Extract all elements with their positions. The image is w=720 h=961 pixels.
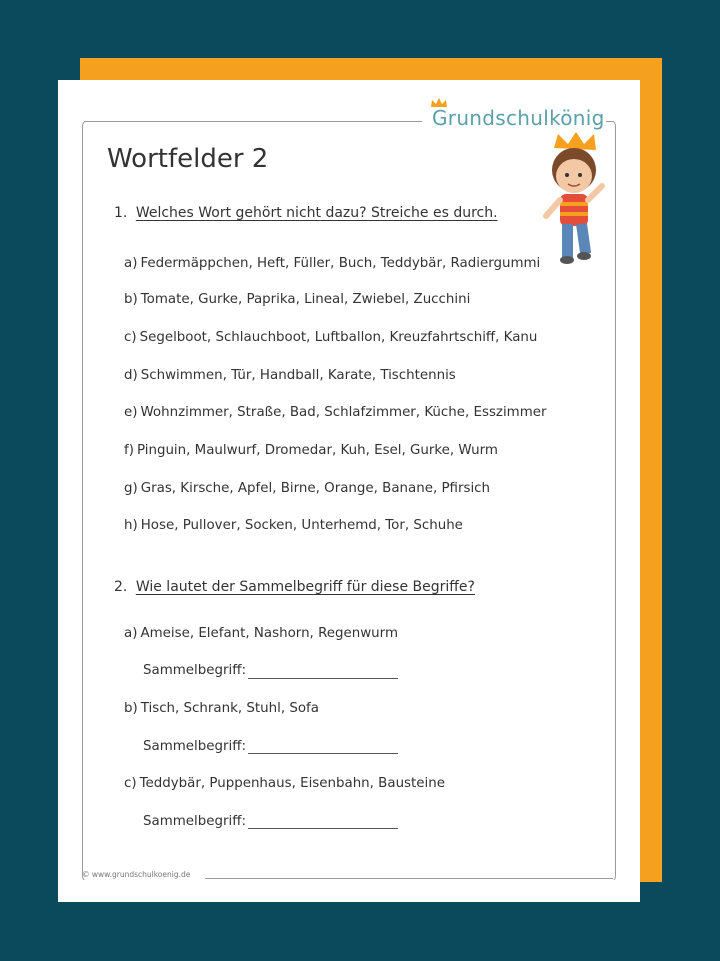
item-text: Gras, Kirsche, Apfel, Birne, Orange, Banane, Pfirsich bbox=[140, 481, 491, 496]
answer-line[interactable] bbox=[248, 678, 398, 679]
item-label: e) bbox=[124, 405, 138, 420]
item-text: Hose, Pullover, Socken, Unterhemd, Tor, Schuhe bbox=[140, 518, 463, 533]
item-label: b) bbox=[124, 292, 138, 307]
frame-top-line-right bbox=[606, 121, 614, 122]
list-item bbox=[124, 701, 319, 716]
list-item bbox=[124, 626, 398, 641]
boy-illustration-icon bbox=[540, 130, 612, 268]
item-text: Wohnzimmer, Straße, Bad, Schlafzimmer, Küche, Esszimmer bbox=[140, 405, 547, 420]
task-question: Wie lautet der Sammelbegriff für diese Begriffe? bbox=[135, 579, 475, 595]
item-label: c) bbox=[124, 776, 137, 791]
item-text: Teddybär, Puppenhaus, Eisenbahn, Bausteine bbox=[139, 776, 445, 791]
answer-line[interactable] bbox=[248, 828, 398, 829]
frame-top-line bbox=[84, 121, 422, 122]
item-label: f) bbox=[124, 443, 134, 458]
item-text: Federmäppchen, Heft, Füller, Buch, Teddybär, Radiergummi bbox=[140, 256, 541, 271]
list-item bbox=[124, 330, 537, 345]
brand-logo: Grundschulkönig bbox=[432, 106, 605, 130]
list-item bbox=[124, 256, 540, 271]
task-number: 2. bbox=[114, 579, 128, 595]
list-item bbox=[124, 443, 498, 458]
item-label: b) bbox=[124, 701, 138, 716]
item-text: Schwimmen, Tür, Handball, Karate, Tischtennis bbox=[140, 368, 456, 383]
list-item bbox=[124, 518, 463, 533]
list-item bbox=[124, 776, 445, 791]
item-text: Pinguin, Maulwurf, Dromedar, Kuh, Esel, Gurke, Wurm bbox=[136, 443, 498, 458]
task-number: 1. bbox=[114, 205, 128, 221]
item-label: a) bbox=[124, 626, 138, 641]
answer-line[interactable] bbox=[248, 753, 398, 754]
copyright-notice: © www.grundschulkoenig.de bbox=[82, 870, 191, 879]
item-text: Tomate, Gurke, Paprika, Lineal, Zwiebel, Zucchini bbox=[140, 292, 471, 307]
frame-bottom-line bbox=[205, 878, 613, 879]
sammelbegriff-label: Sammelbegriff: bbox=[143, 814, 246, 829]
item-text: Ameise, Elefant, Nashorn, Regenwurm bbox=[140, 626, 398, 641]
list-item bbox=[124, 405, 547, 420]
sammelbegriff-label: Sammelbegriff: bbox=[143, 739, 246, 754]
list-item bbox=[124, 292, 470, 307]
task-question: Welches Wort gehört nicht dazu? Streiche es durch. bbox=[135, 205, 498, 221]
item-label: h) bbox=[124, 518, 138, 533]
list-item bbox=[124, 481, 490, 496]
task-2-heading bbox=[114, 579, 475, 595]
worksheet-title: Wortfelder 2 bbox=[107, 144, 269, 174]
item-label: d) bbox=[124, 368, 138, 383]
item-label: a) bbox=[124, 256, 138, 271]
item-label: g) bbox=[124, 481, 138, 496]
task-1-heading bbox=[114, 205, 498, 221]
sammelbegriff-label: Sammelbegriff: bbox=[143, 663, 246, 678]
list-item bbox=[124, 368, 456, 383]
page-frame bbox=[82, 120, 616, 882]
item-label: c) bbox=[124, 330, 137, 345]
item-text: Segelboot, Schlauchboot, Luftballon, Kreuzfahrtschiff, Kanu bbox=[139, 330, 538, 345]
item-text: Tisch, Schrank, Stuhl, Sofa bbox=[140, 701, 319, 716]
